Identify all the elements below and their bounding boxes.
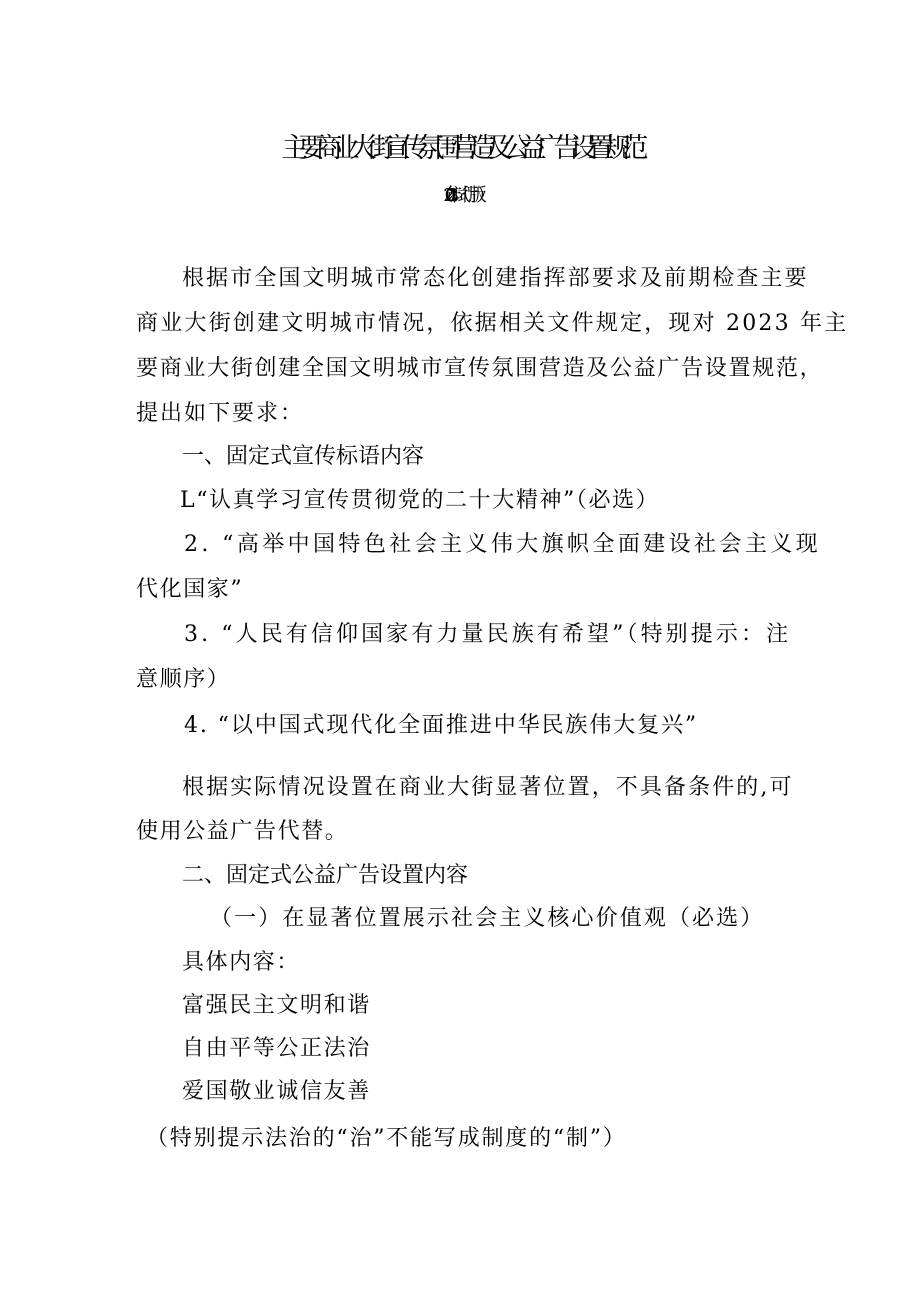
slogan-item-4: 4. “以中国式现代化全面推进中华民族伟大复兴” (184, 713, 699, 738)
special-notice: （特别提示法治的“治”不能写成制度的“制”） (146, 1126, 627, 1151)
intro-line-4: 提出如下要求： (136, 401, 305, 426)
slogan-item-3-cont: 意顺序） (136, 667, 231, 692)
section1-note-line-2: 使用公益广告代替。 (136, 819, 349, 844)
content-label: 具体内容： (182, 950, 301, 975)
core-values-line-3: 爱国敬业诚信友善 (182, 1079, 371, 1104)
intro-line-1: 根据市全国文明城市常态化创建指挥部要求及前期检查主要 (182, 266, 809, 291)
intro-line-2: 商业大街创建文明城市情况，依据相关文件规定，现对 2023 年主 (136, 311, 849, 336)
section2-heading: 二、固定式公益广告设置内容 (182, 863, 469, 888)
section2-sub1: （一）在显著位置展示社会主义核心价值观（必选） (210, 906, 765, 931)
slogan-item-2-cont: 代化国家” (136, 577, 244, 602)
slogan-item-2: 2. “高举中国特色社会主义伟大旗帜全面建设社会主义现 (184, 532, 822, 557)
document-subtitle: （2023 年试行版） (435, 185, 485, 206)
core-values-line-1: 富强民主文明和谐 (182, 993, 371, 1018)
core-values-line-2: 自由平等公正法治 (182, 1036, 371, 1061)
slogan-item-1: L“认真学习宣传贯彻党的二十大精神”（必选） (180, 488, 660, 513)
intro-line-3: 要商业大街创建全国文明城市宣传氛围营造及公益广告设置规范， (136, 356, 824, 381)
slogan-item-3: 3. “人民有信仰国家有力量民族有希望”（特别提示：注 (184, 622, 792, 647)
section1-heading: 一、固定式宣传标语内容 (182, 444, 425, 469)
section1-note-line-1: 根据实际情况设置在商业大街显著位置，不具备条件的,可 (182, 775, 794, 800)
document-title: 主要商业大街宣传氛围营造及公益广告设置规范 (281, 133, 639, 164)
